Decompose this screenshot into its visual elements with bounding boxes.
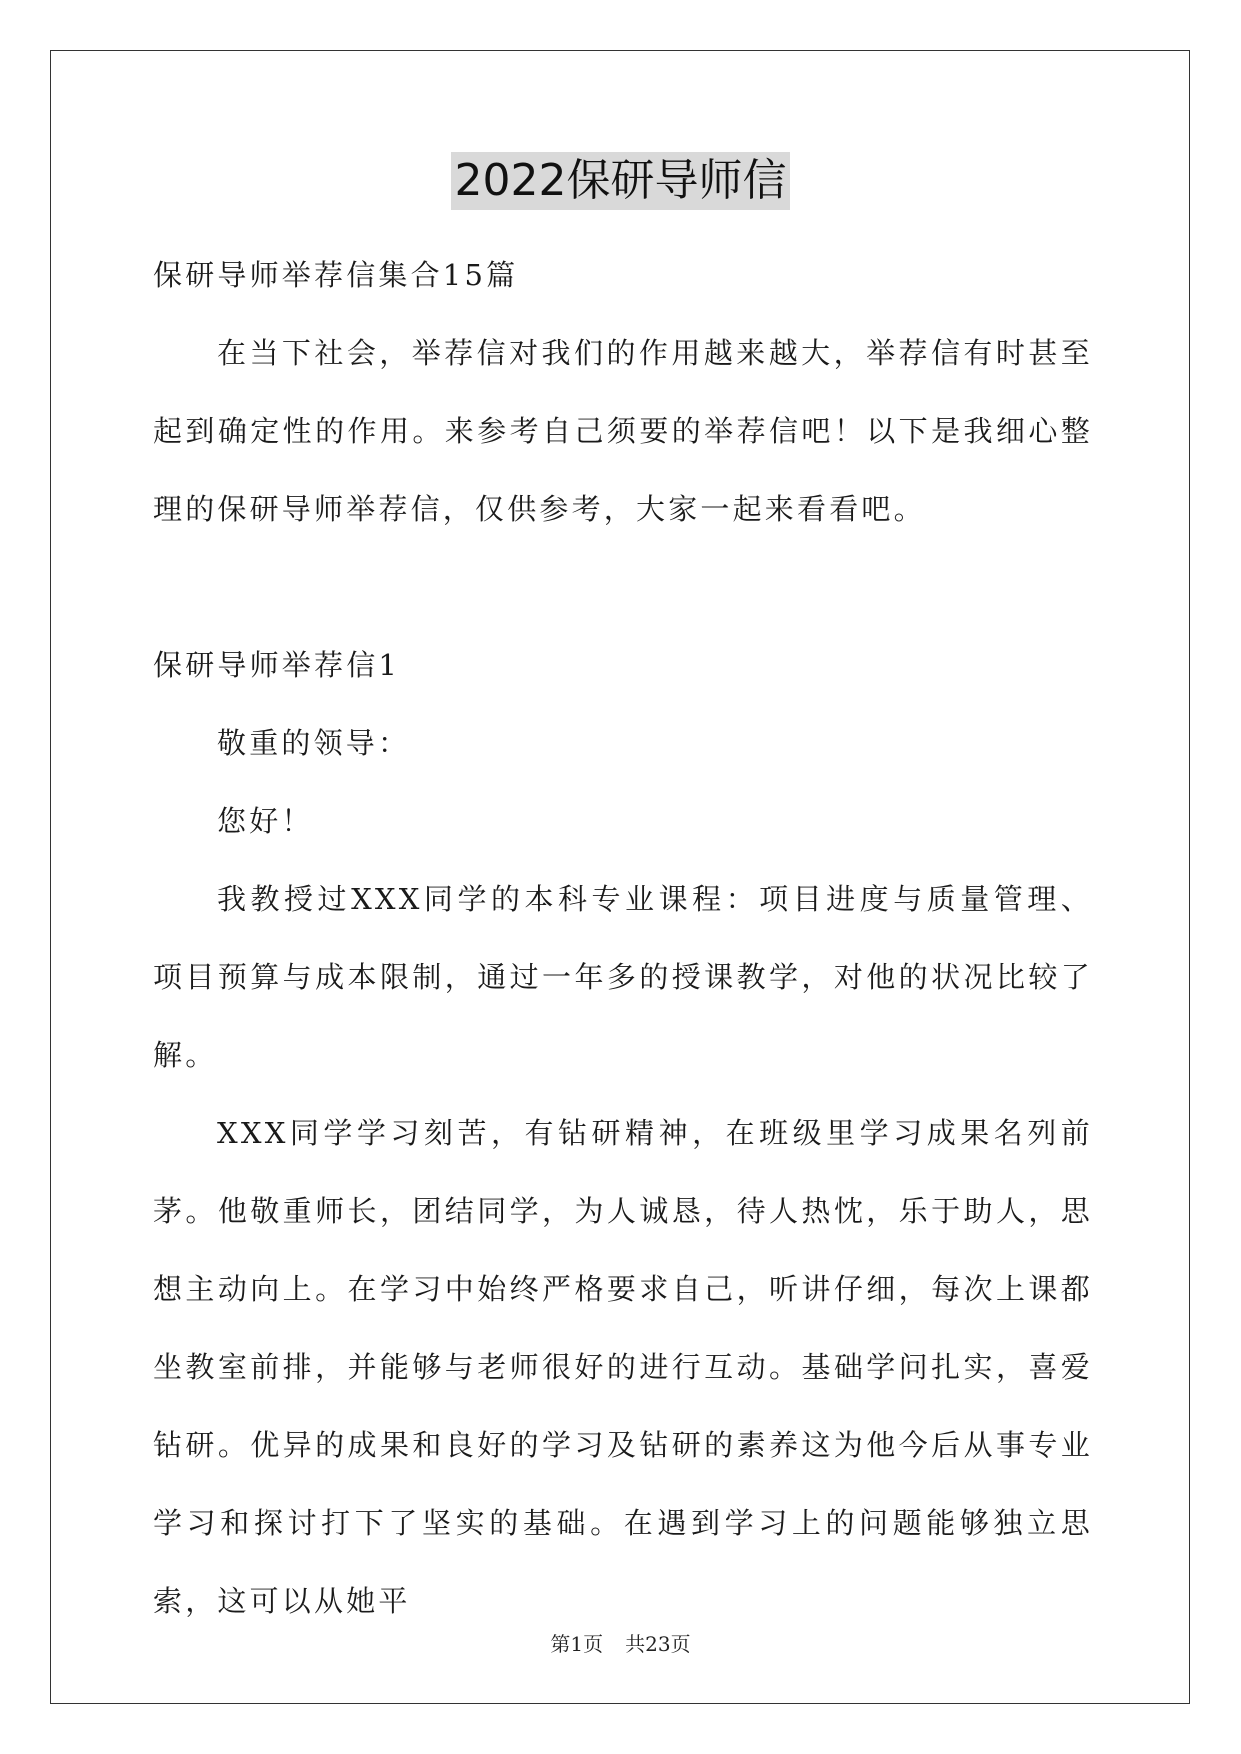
body-paragraph: 在当下社会，举荐信对我们的作用越来越大，举荐信有时甚至起到确定性的作用。来参考自己须要的举荐信吧！以下是我细心整理的保研导师举荐信，仅供参考，大家一起来看看吧。 <box>153 336 1093 526</box>
page-number-current: 第1页 <box>550 1632 604 1656</box>
body-paragraph: 我教授过XXX同学的本科专业课程：项目进度与质量管理、项目预算与成本限制，通过一年多的授课教学，对他的状况比较了解。 <box>153 882 1093 1072</box>
body-paragraph: 保研导师举荐信集合15篇 <box>153 258 519 292</box>
body-paragraph: 敬重的领导： <box>217 726 411 760</box>
body-paragraph: XXX同学学习刻苦，有钻研精神，在班级里学习成果名列前茅。他敬重师长，团结同学，为人诚恳，待人热忱，乐于助人，思想主动向上。在学习中始终严格要求自己，听讲仔细，每次上课都坐教室前排，并能够与老师很好的进行互动。基础学问扎实，喜爱钻研。优异的成果和良好的学习及钻研的素养这为他今后从事专业学习和探讨打下了坚实的基础。在遇到学习上的问题能够独立思索，这可以从她平 <box>153 1116 1093 1618</box>
title-container <box>0 152 1241 210</box>
body-paragraph: 您好！ <box>217 804 314 838</box>
document-title: 2022保研导师信 <box>451 152 791 210</box>
page-number-total: 共23页 <box>625 1632 691 1656</box>
body-paragraph: 保研导师举荐信1 <box>153 648 401 682</box>
page-footer <box>0 1628 1241 1657</box>
document-body <box>153 236 1093 1640</box>
